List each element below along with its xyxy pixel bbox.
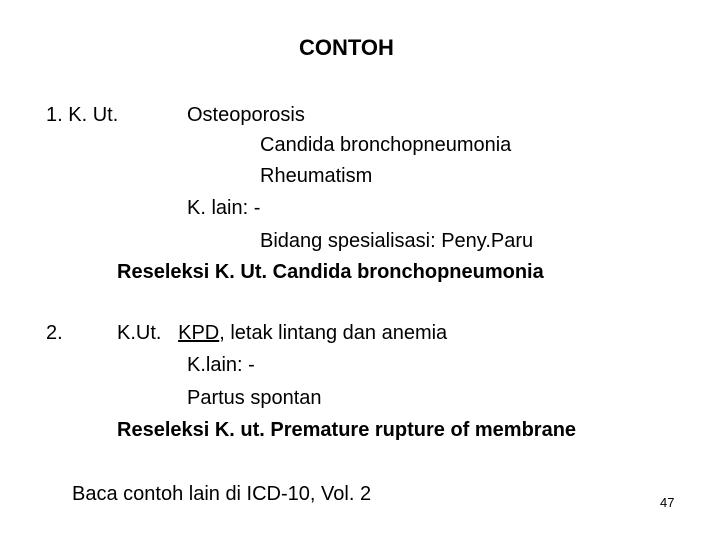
example1-reselection: Reseleksi K. Ut. Candida bronchopneumonia [117,261,544,283]
example1-condition-1: Candida bronchopneumonia [260,134,512,156]
example2-label: K.Ut. [117,322,162,344]
example1-other: K. lain: - [187,197,261,219]
example1-condition-2: Rheumatism [260,165,373,187]
example2-number: 2. [46,322,63,344]
example2-rest: , letak lintang dan anemia [219,322,448,344]
kpd-abbreviation: KPD [178,322,220,344]
footer-note: Baca contoh lain di ICD-10, Vol. 2 [72,483,372,505]
example2-reselection: Reseleksi K. ut. Premature rupture of membrane [117,419,577,441]
example1-diagnosis: Osteoporosis [187,104,305,126]
example2-other: K.lain: - [187,354,255,376]
example2-delivery: Partus spontan [187,387,322,409]
slide-title: CONTOH [299,35,394,60]
example2-line [117,321,447,345]
example1-specialty: Bidang spesialisasi: Peny.Paru [260,230,534,252]
page-number: 47 [660,495,675,510]
example1-number: 1. K. Ut. [46,104,119,126]
